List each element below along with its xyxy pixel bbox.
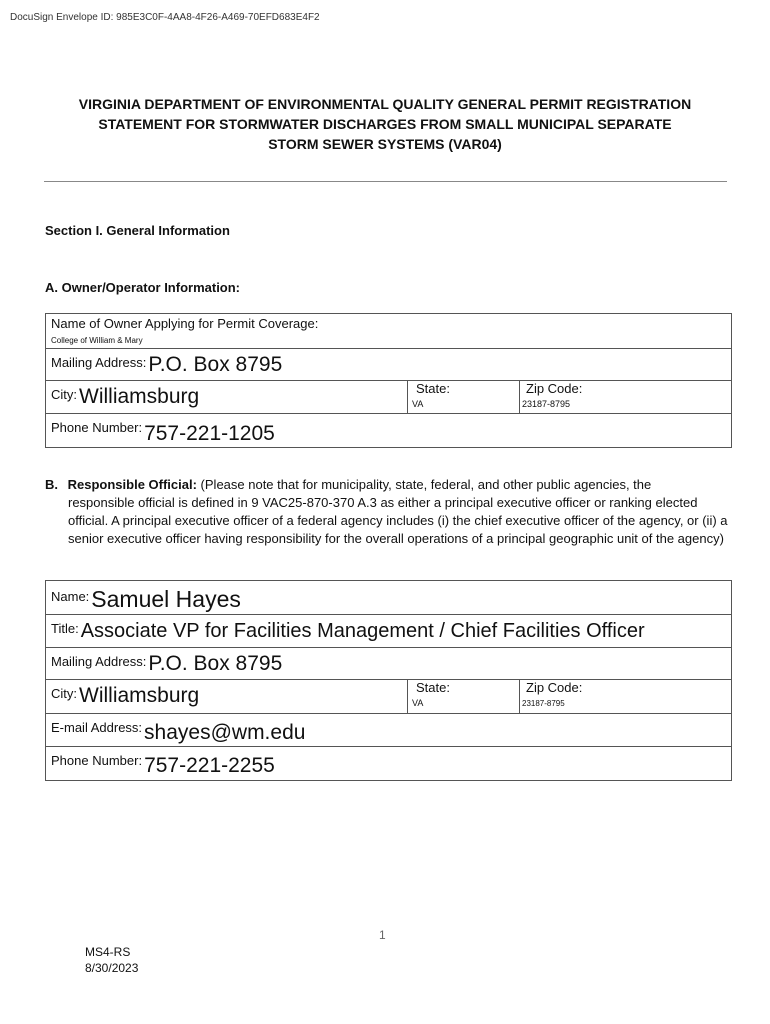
owner-zip-label: Zip Code: — [526, 381, 583, 396]
official-info-table — [45, 580, 732, 781]
official-name-label: Name: — [51, 589, 90, 604]
official-zip-value: 23187-8795 — [522, 699, 565, 708]
page-number: 1 — [379, 928, 386, 942]
official-heading: Responsible Official: — [67, 477, 197, 492]
official-phone-cell[interactable] — [46, 747, 732, 781]
owner-state-value: VA — [412, 399, 424, 409]
title-divider — [44, 181, 727, 182]
official-city-cell[interactable] — [46, 680, 408, 714]
official-state-cell[interactable] — [408, 680, 520, 714]
owner-name-cell[interactable] — [46, 314, 732, 349]
owner-city-label: City: — [51, 387, 77, 402]
owner-name-value: College of William & Mary — [51, 336, 143, 345]
footer-date: 8/30/2023 — [85, 961, 139, 975]
owner-city-value: Williamsburg — [79, 385, 200, 408]
official-title-label: Title: — [51, 621, 79, 636]
owner-phone-label: Phone Number: — [51, 420, 143, 435]
owner-mailing-value: P.O. Box 8795 — [148, 353, 283, 376]
owner-mailing-cell[interactable] — [46, 349, 732, 381]
owner-state-label: State: — [416, 381, 450, 396]
official-state-value: VA — [412, 698, 424, 708]
official-name-cell[interactable] — [46, 581, 732, 615]
official-state-label: State: — [416, 680, 450, 695]
owner-state-cell[interactable] — [408, 381, 520, 414]
owner-zip-value: 23187-8795 — [522, 399, 571, 409]
official-mailing-label: Mailing Address: — [51, 654, 147, 669]
owner-zip-cell[interactable] — [520, 381, 732, 414]
official-mailing-value: P.O. Box 8795 — [148, 652, 283, 675]
owner-info-table — [45, 313, 732, 448]
official-title-cell[interactable] — [46, 615, 732, 648]
title-line-1: VIRGINIA DEPARTMENT OF ENVIRONMENTAL QUALITY GENERAL PERMIT REGISTRATION — [78, 96, 692, 112]
owner-heading: A. Owner/Operator Information: — [45, 280, 241, 295]
title-line-2: STATEMENT FOR STORMWATER DISCHARGES FROM SMALL MUNICIPAL SEPARATE — [98, 116, 672, 132]
document-title — [40, 94, 730, 154]
owner-city-cell[interactable] — [46, 381, 408, 414]
official-para-rest: responsible official is defined in 9 VAC25-870-370 A.3 as either a principal executive officer or ranking elected official. A principal executive officer of a federal agency includes (i) the chief executive officer of the agency, or (ii) a senior executive officer having responsibility for the overall operations of a principal geographic unit of the agency) — [68, 495, 728, 546]
docusign-envelope-id: DocuSign Envelope ID: 985E3C0F-4AA8-4F26-A469-70EFD683E4F2 — [10, 12, 320, 23]
official-index: B. — [45, 477, 58, 492]
footer-form-code: MS4-RS — [85, 945, 131, 959]
owner-phone-value: 757-221-1205 — [144, 422, 275, 445]
title-line-3: STORM SEWER SYSTEMS (VAR04) — [268, 136, 502, 152]
official-mailing-cell[interactable] — [46, 648, 732, 680]
official-title-value: Associate VP for Facilities Management / Chief Facilities Officer — [80, 620, 645, 642]
owner-name-label: Name of Owner Applying for Permit Coverage: — [51, 316, 319, 331]
official-zip-label: Zip Code: — [526, 680, 583, 695]
responsible-official-paragraph — [45, 476, 735, 548]
official-city-value: Williamsburg — [79, 684, 200, 707]
official-phone-value: 757-221-2255 — [144, 754, 275, 777]
official-phone-label: Phone Number: — [51, 753, 143, 768]
footer — [85, 944, 138, 976]
official-email-value: shayes@wm.edu — [144, 721, 306, 744]
official-city-label: City: — [51, 686, 77, 701]
official-para-first: (Please note that for municipality, state, federal, and other public agencies, the — [196, 477, 652, 492]
official-zip-cell[interactable] — [520, 680, 732, 714]
official-email-cell[interactable] — [46, 714, 732, 747]
owner-phone-cell[interactable] — [46, 414, 732, 448]
owner-mailing-label: Mailing Address: — [51, 355, 147, 370]
section-heading: Section I. General Information — [45, 223, 230, 238]
official-email-label: E-mail Address: — [51, 720, 143, 735]
official-name-value: Samuel Hayes — [91, 586, 241, 612]
